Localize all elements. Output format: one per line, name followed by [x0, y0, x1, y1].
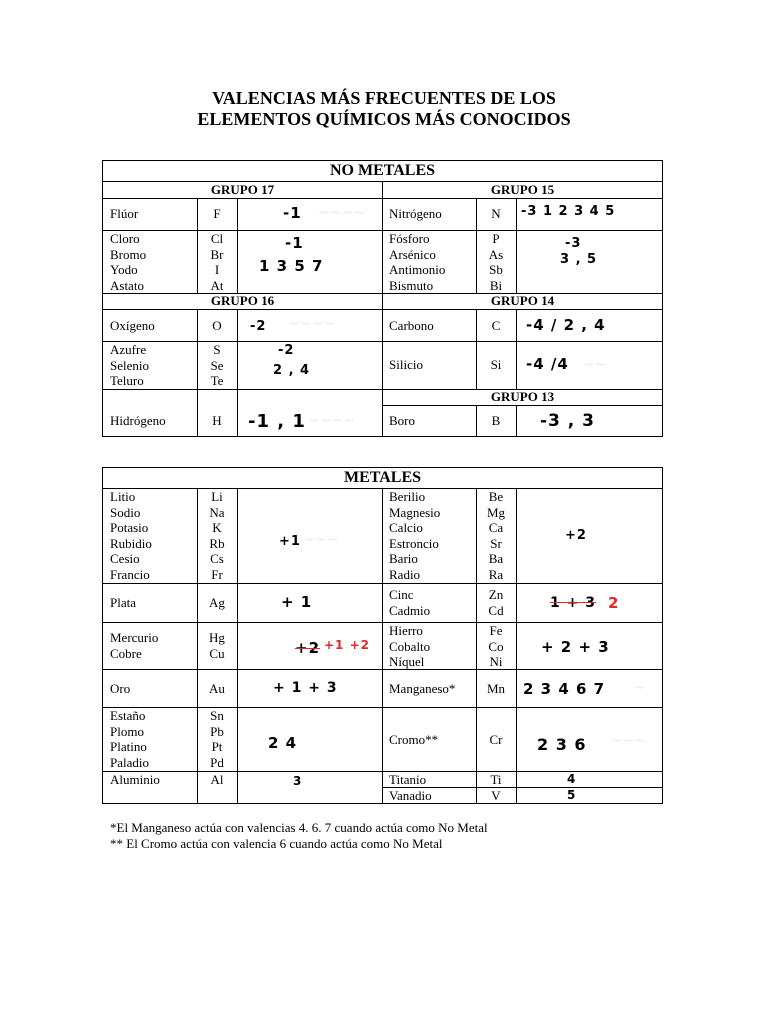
element-names — [389, 623, 430, 670]
element-symbols — [476, 587, 516, 618]
valence-handwritten: 4 — [567, 772, 577, 786]
page-title-line1: VALENCIAS MÁS FRECUENTES DE LOS — [212, 88, 556, 108]
element-name: Calcio — [389, 520, 423, 535]
element-symbol: Rb — [209, 535, 225, 551]
valence-handwritten: 1 3 5 7 — [259, 257, 324, 275]
element-symbol: F — [213, 206, 221, 221]
valence-handwritten: 2 4 — [268, 734, 298, 752]
element-symbol: Fr — [211, 566, 223, 582]
element-symbol: N — [491, 206, 501, 221]
element-symbol: Ba — [488, 551, 504, 566]
element-name: Antimonio — [389, 262, 446, 277]
valence-handwritten: + 1 — [281, 593, 313, 611]
grupo-15-header: GRUPO 15 — [490, 182, 555, 197]
element-symbol: Ca — [488, 520, 504, 535]
metales-header: METALES — [343, 469, 422, 486]
element-name: Flúor — [110, 206, 139, 221]
element-symbol: Cr — [489, 732, 503, 747]
valence-handwritten: -1 — [283, 204, 302, 222]
element-name: Cobalto — [389, 638, 431, 654]
element-name: Cloro — [110, 231, 140, 246]
element-name: Estroncio — [389, 535, 439, 551]
element-symbols — [476, 623, 516, 670]
element-name: Manganeso* — [389, 681, 456, 696]
element-symbols — [197, 231, 237, 293]
valence-handwritten: -2 — [278, 343, 295, 358]
element-symbols — [476, 489, 516, 582]
valence-handwritten: -4 / 2 , 4 — [526, 316, 606, 334]
element-name: Radio — [389, 566, 421, 582]
valence-handwritten: 2 3 6 — [537, 735, 587, 754]
valence-handwritten: +2 — [565, 528, 587, 543]
element-symbol: Cs — [210, 551, 224, 566]
element-name: Oxígeno — [110, 318, 155, 333]
element-symbol: H — [212, 413, 222, 428]
element-name: Carbono — [389, 318, 434, 333]
element-symbol: Si — [490, 357, 502, 372]
element-name: Nitrógeno — [389, 206, 442, 221]
element-name: Bromo — [110, 246, 147, 262]
element-name: Bario — [389, 551, 418, 566]
element-symbols — [476, 231, 516, 293]
element-names — [110, 708, 149, 770]
element-symbol: Fe — [489, 623, 503, 638]
valence-handwritten: -3 1 2 3 4 5 — [521, 204, 616, 219]
element-symbol: At — [210, 277, 224, 293]
element-symbol: P — [492, 231, 500, 246]
element-name: Arsénico — [389, 246, 436, 262]
element-symbol: O — [212, 318, 222, 333]
element-symbol: Pd — [210, 754, 224, 770]
element-name: Astato — [110, 277, 144, 293]
element-name: Estaño — [110, 708, 146, 723]
element-name: Berilio — [389, 489, 426, 504]
element-symbols — [197, 342, 237, 389]
element-name: Magnesio — [389, 504, 441, 520]
element-symbol: Al — [210, 772, 224, 787]
element-name: Aluminio — [110, 772, 160, 787]
grupo-14-header: GRUPO 14 — [490, 293, 555, 308]
element-name: Plomo — [110, 723, 144, 739]
metales-table: METALES Litio Sodio Potasio Rubidio Cesio Francio Li Na K Rb Cs Fr +1 ~~~ Berilio Magnesio Calcio Estroncio Bario Radio Be Mg Ca Sr Ba Ra +2 Plata Ag + 1 Cinc Cadmio Zn Cd 1 + 3 2 Mercurio Cobre Hg Cu +2 +1 +2 Hierro Cobalto Níquel Fe Co Ni + 2 + 3 Oro Au + 1 + 3 Manganeso* Mn 2 3 4 6 7 ~ Estaño Plomo Platino Paladio Sn Pb Pt Pd 2 4 Cromo** Cr 2 3 6 ~~~ Aluminio Al 3 Titanio Ti 4 Vanadio V 5 — [102, 467, 663, 804]
element-symbol: Mg — [486, 504, 506, 520]
element-name: Cinc — [389, 587, 414, 602]
element-symbol: Cl — [210, 231, 224, 246]
valence-handwritten: + 2 + 3 — [541, 638, 610, 656]
footnote-cromo: ** El Cromo actúa con valencia 6 cuando actúa como No Metal — [110, 836, 443, 851]
valence-correction: 2 — [608, 594, 620, 612]
no-metales-header: NO METALES — [329, 162, 436, 179]
valence-handwritten: -3 — [565, 236, 582, 251]
element-symbols — [197, 708, 237, 770]
element-symbol: Na — [209, 504, 225, 520]
element-symbol: Pt — [211, 739, 223, 754]
element-symbol: Bi — [489, 277, 503, 293]
element-name: Mercurio — [110, 630, 159, 645]
element-name: Titanio — [389, 772, 427, 787]
element-name: Plata — [110, 595, 136, 610]
valence-handwritten: 5 — [567, 788, 577, 802]
element-names — [110, 231, 146, 293]
element-name: Silicio — [389, 357, 423, 372]
valence-handwritten: -1 — [285, 234, 304, 252]
element-symbol: V — [491, 788, 501, 803]
element-symbol: Pb — [210, 723, 224, 739]
element-symbol: K — [212, 520, 222, 535]
element-name: Oro — [110, 681, 131, 696]
element-name: Rubidio — [110, 535, 152, 551]
valence-handwritten: 2 3 4 6 7 — [523, 680, 606, 698]
element-symbol: As — [488, 246, 504, 262]
element-symbol: C — [491, 318, 501, 333]
element-symbol: Au — [209, 681, 225, 696]
valence-handwritten: -1 , 1 — [248, 411, 306, 432]
grupo-17-header: GRUPO 17 — [210, 182, 275, 197]
element-name: Cesio — [110, 551, 140, 566]
element-name: Azufre — [110, 342, 147, 357]
grupo-16-header: GRUPO 16 — [210, 293, 275, 308]
element-symbol: Ag — [209, 595, 225, 610]
element-symbol: Sb — [489, 262, 503, 277]
element-name: Hidrógeno — [110, 413, 166, 428]
element-symbol: Mn — [486, 681, 506, 696]
element-name: Paladio — [110, 754, 149, 770]
element-name: Níquel — [389, 654, 425, 669]
no-metales-table: NO METALES GRUPO 17 GRUPO 15 GRUPO 16 GRUPO 14 GRUPO 13 Flúor F -1 ~~~~ Cloro Bromo Yodo Astato Cl Br I At -1 1 3 5 7 Nitrógeno N -3 1 2 3 4 5 Fósforo Arsénico Antimonio Bismuto P As Sb Bi -3 3 , 5 Oxígeno O -2 ~~~~ Azufre Selenio Teluro S Se Te -2 2 , 4 Carbono C -4 / 2 , 4 Silicio Si -4 /4 ~~ Hidrógeno H -1 , 1 ~~~~ Boro B -3 , 3 — [102, 160, 663, 437]
valence-correction: +1 +2 — [324, 638, 370, 652]
element-names — [389, 489, 440, 582]
valence-handwritten: -2 — [250, 319, 267, 334]
element-symbol: Se — [210, 357, 224, 373]
element-symbol: Ti — [490, 772, 502, 787]
element-names — [110, 489, 152, 582]
element-name: Potasio — [110, 520, 149, 535]
element-name: Teluro — [110, 373, 144, 388]
element-symbol: Zn — [488, 587, 504, 602]
valence-handwritten: 3 — [293, 774, 303, 788]
valence-struck: 1 + 3 — [550, 595, 596, 611]
element-name: Cadmio — [389, 602, 431, 618]
element-names — [389, 231, 445, 293]
element-name: Vanadio — [389, 788, 432, 803]
element-name: Bismuto — [389, 277, 434, 293]
element-symbol: Be — [488, 489, 504, 504]
element-symbol: S — [213, 342, 221, 357]
element-symbol: Cu — [209, 645, 225, 661]
element-name: Fósforo — [389, 231, 430, 246]
element-name: Litio — [110, 489, 136, 504]
valence-handwritten: +1 — [279, 534, 301, 549]
element-names — [389, 587, 430, 618]
element-symbol: Ra — [488, 566, 504, 582]
element-name: Selenio — [110, 357, 149, 373]
grupo-13-header: GRUPO 13 — [490, 389, 555, 404]
element-symbol: Cd — [488, 602, 504, 618]
element-name: Platino — [110, 739, 147, 754]
element-name: Cromo** — [389, 732, 439, 747]
element-symbols — [197, 489, 237, 582]
element-symbol: I — [214, 262, 220, 277]
element-symbol: B — [491, 413, 501, 428]
element-symbol: Co — [488, 638, 504, 654]
valence-handwritten: 3 , 5 — [560, 252, 598, 267]
valence-handwritten: -3 , 3 — [540, 411, 596, 431]
valence-handwritten: -4 /4 — [526, 355, 569, 373]
element-names — [110, 342, 149, 389]
element-symbol: Br — [210, 246, 224, 262]
footnote-manganeso: *El Manganeso actúa con valencias 4. 6. 7 cuando actúa como No Metal — [110, 820, 488, 835]
element-name: Sodio — [110, 504, 141, 520]
element-name: Francio — [110, 566, 150, 582]
element-name: Boro — [389, 413, 415, 428]
element-symbol: Ni — [489, 654, 503, 669]
element-symbol: Te — [210, 373, 224, 388]
page-title-line2: ELEMENTOS QUÍMICOS MÁS CONOCIDOS — [197, 109, 571, 129]
element-name: Cobre — [110, 645, 142, 661]
element-symbol: Hg — [209, 630, 225, 645]
element-name: Hierro — [389, 623, 423, 638]
valence-struck: +2 — [295, 639, 321, 657]
element-symbol: Sn — [210, 708, 224, 723]
element-name: Yodo — [110, 262, 138, 277]
element-symbols — [197, 630, 237, 661]
element-names — [110, 630, 158, 661]
valence-handwritten: + 1 + 3 — [273, 680, 338, 696]
element-symbol: Sr — [490, 535, 502, 551]
element-symbol: Li — [211, 489, 223, 504]
valence-handwritten: 2 , 4 — [273, 363, 311, 378]
